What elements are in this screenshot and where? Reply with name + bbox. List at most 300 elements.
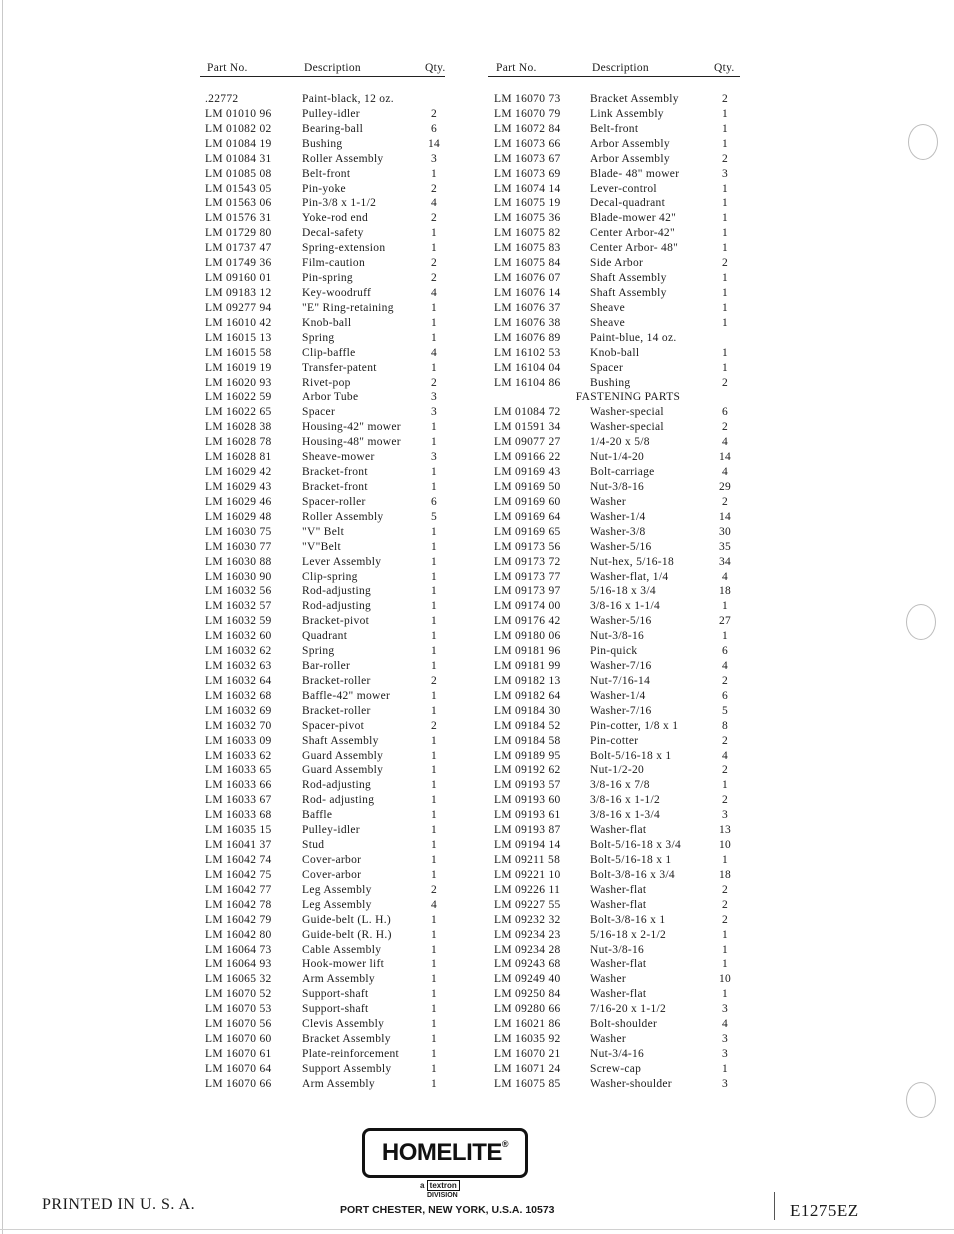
description-cell: Stud — [302, 839, 325, 852]
quantity-cell: 2 — [721, 495, 729, 508]
table-row — [200, 913, 445, 928]
part-number-cell: LM 16073 69 — [494, 167, 561, 180]
table-row — [200, 987, 445, 1002]
part-number-cell: LM 01082 02 — [205, 122, 272, 135]
description-cell: Decal-quadrant — [590, 197, 666, 210]
part-number-cell: LM 16021 86 — [494, 1018, 561, 1031]
description-cell: Side Arbor — [590, 257, 644, 270]
quantity-cell: 1 — [430, 555, 438, 568]
part-number-cell: LM 09184 30 — [494, 704, 561, 717]
description-cell: Washer-special — [590, 421, 664, 434]
part-number-cell: LM 16020 93 — [205, 376, 272, 389]
quantity-cell: 4 — [430, 898, 438, 911]
quantity-cell: 1 — [721, 122, 729, 135]
description-cell: Link Assembly — [590, 107, 664, 120]
part-number-cell: LM 16019 19 — [205, 361, 272, 374]
table-row — [200, 1062, 445, 1077]
quantity-cell: 14 — [427, 137, 441, 150]
quantity-cell: 2 — [430, 212, 438, 225]
description-cell: Bracket-roller — [302, 674, 371, 687]
description-cell: Leg Assembly — [302, 883, 372, 896]
table-row — [200, 346, 445, 361]
part-number-cell: LM 09192 62 — [494, 764, 561, 777]
part-number-cell: LM 16030 90 — [205, 570, 272, 583]
quantity-cell: 2 — [430, 674, 438, 687]
document-code: E1275EZ — [790, 1201, 859, 1220]
description-cell: Pin-yoke — [302, 182, 346, 195]
description-cell: Guide-belt (R. H.) — [302, 928, 392, 941]
part-number-cell: LM 09221 10 — [494, 868, 561, 881]
description-cell: 5/16-18 x 2-1/2 — [590, 928, 667, 941]
description-cell: Washer-3/8 — [590, 525, 646, 538]
description-cell: Quadrant — [302, 630, 348, 643]
part-number-cell: LM 16022 65 — [205, 406, 272, 419]
part-number-cell: LM 16065 32 — [205, 973, 272, 986]
description-cell: Guard Assembly — [302, 764, 384, 777]
description-cell: Baffle — [302, 809, 333, 822]
table-row — [488, 599, 740, 614]
description-cell: Washer-1/4 — [590, 510, 646, 523]
quantity-cell: 2 — [721, 257, 729, 270]
table-row — [488, 196, 740, 211]
quantity-cell: 3 — [721, 1003, 729, 1016]
division-label: DIVISION — [427, 1192, 458, 1199]
description-cell: Lever Assembly — [302, 555, 382, 568]
table-row — [200, 361, 445, 376]
part-number-cell: LM 01737 47 — [205, 242, 272, 255]
description-cell: Leg Assembly — [302, 898, 372, 911]
part-number-cell: LM 16015 13 — [205, 331, 272, 344]
quantity-cell: 1 — [430, 645, 438, 658]
table-row — [488, 286, 740, 301]
table-row — [200, 1047, 445, 1062]
table-row — [488, 435, 740, 450]
description-cell: Washer-flat — [590, 958, 647, 971]
part-number-cell: LM 09250 84 — [494, 988, 561, 1001]
table-row — [200, 510, 445, 525]
description-cell: Plate-reinforcement — [302, 1048, 400, 1060]
table-row — [200, 390, 445, 405]
table-row — [488, 570, 740, 585]
part-number-cell: LM 16022 59 — [205, 391, 272, 404]
quantity-cell: 1 — [721, 212, 729, 225]
table-body — [200, 77, 445, 1092]
quantity-cell: 6 — [721, 406, 729, 419]
logo-brand: HOMELITE — [381, 1139, 502, 1166]
table-row — [488, 271, 740, 286]
quantity-cell: 1 — [430, 1048, 438, 1060]
quantity-cell: 2 — [721, 421, 729, 434]
part-number-cell: LM 01085 08 — [205, 167, 272, 180]
quantity-cell: 3 — [430, 391, 438, 404]
quantity-cell: 2 — [721, 764, 729, 777]
part-number-cell: LM 16029 42 — [205, 466, 272, 479]
table-row — [488, 480, 740, 495]
table-row — [488, 674, 740, 689]
table-row — [488, 495, 740, 510]
table-row — [200, 376, 445, 391]
table-row — [200, 152, 445, 167]
table-row — [488, 92, 740, 107]
section-title: FASTENING PARTS — [575, 391, 681, 404]
description-cell: Bolt-shoulder — [590, 1018, 658, 1031]
part-number-cell: LM 09166 22 — [494, 451, 561, 464]
table-row — [200, 659, 445, 674]
table-row — [200, 555, 445, 570]
textron-mark: a textron — [420, 1181, 460, 1190]
part-number-cell: LM 16033 66 — [205, 779, 272, 792]
table-row — [488, 256, 740, 271]
table-row — [200, 599, 445, 614]
table-row — [488, 450, 740, 465]
description-cell: Sheave-mower — [302, 451, 375, 464]
description-cell: Arm Assembly — [302, 1077, 375, 1090]
description-cell: Belt-front — [590, 122, 639, 135]
table-row — [488, 793, 740, 808]
quantity-cell: 1 — [430, 958, 438, 971]
part-number-cell: LM 09280 66 — [494, 1003, 561, 1016]
quantity-cell: 1 — [430, 734, 438, 747]
quantity-cell: 1 — [721, 854, 729, 867]
table-row — [488, 555, 740, 570]
description-cell: Blade- 48" mower — [590, 167, 680, 180]
table-row — [488, 823, 740, 838]
description-cell: Shaft Assembly — [590, 286, 667, 299]
description-cell: 1/4-20 x 5/8 — [590, 436, 650, 449]
table-row — [200, 525, 445, 540]
table-row — [488, 868, 740, 883]
punch-hole-icon — [906, 604, 936, 640]
description-cell: Pulley-idler — [302, 107, 360, 120]
part-number-cell: LM 16072 84 — [494, 122, 561, 135]
description-cell: Washer-flat — [590, 883, 647, 896]
part-number-cell: LM 16070 79 — [494, 107, 561, 120]
table-row — [200, 883, 445, 898]
description-cell: Bolt-5/16-18 x 1 — [590, 854, 672, 867]
table-row — [488, 465, 740, 480]
quantity-cell: 14 — [718, 510, 732, 523]
part-number-cell: LM 16029 48 — [205, 510, 272, 523]
table-row — [200, 972, 445, 987]
quantity-cell: 5 — [430, 510, 438, 523]
part-number-cell: LM 16064 93 — [205, 958, 272, 971]
description-cell: Nut-3/8-16 — [590, 630, 645, 643]
part-number-cell: LM 16075 82 — [494, 227, 561, 240]
description-cell: Shaft Assembly — [590, 272, 667, 285]
description-cell: "V"Belt — [302, 540, 341, 553]
quantity-cell: 1 — [430, 1018, 438, 1031]
table-row — [488, 898, 740, 913]
table-row — [200, 331, 445, 346]
quantity-cell: 1 — [430, 988, 438, 1001]
part-number-cell: LM 16028 38 — [205, 421, 272, 434]
table-row — [488, 883, 740, 898]
table-row — [488, 420, 740, 435]
description-cell: Spring-extension — [302, 242, 386, 255]
description-cell: Bracket-front — [302, 466, 368, 479]
quantity-cell: 1 — [430, 689, 438, 702]
quantity-cell: 1 — [721, 107, 729, 120]
description-cell: Pin-cotter — [590, 734, 639, 747]
quantity-cell: 1 — [430, 779, 438, 792]
description-cell: Paint-black, 12 oz. — [302, 93, 394, 105]
logo-registered: ® — [501, 1139, 509, 1149]
table-row — [488, 1017, 740, 1032]
description-cell: Bolt-3/8-16 x 1 — [590, 913, 666, 926]
part-number-cell: LM 09160 01 — [205, 272, 272, 285]
quantity-cell: 1 — [721, 600, 729, 613]
table-row — [200, 793, 445, 808]
part-number-cell: LM 01729 80 — [205, 227, 272, 240]
part-number-cell: LM 16070 61 — [205, 1048, 272, 1060]
quantity-cell: 1 — [721, 227, 729, 240]
quantity-cell: 1 — [430, 764, 438, 777]
part-number-cell: LM 09169 64 — [494, 510, 561, 523]
table-row — [488, 1077, 740, 1092]
table-row — [488, 704, 740, 719]
table-row — [200, 301, 445, 316]
table-row — [488, 778, 740, 793]
description-cell: Shaft Assembly — [302, 734, 379, 747]
part-number-cell: LM 16042 75 — [205, 868, 272, 881]
punch-hole-icon — [906, 1082, 936, 1118]
table-row — [200, 1032, 445, 1047]
description-cell: Arm Assembly — [302, 973, 375, 986]
table-row — [488, 331, 740, 346]
part-number-cell: LM 09184 52 — [494, 719, 561, 732]
quantity-cell: 2 — [721, 794, 729, 807]
part-number-cell: LM 16032 62 — [205, 645, 272, 658]
quantity-cell: 1 — [721, 182, 729, 195]
table-row — [200, 868, 445, 883]
description-cell: Hook-mower lift — [302, 958, 385, 971]
part-number-cell: LM 09249 40 — [494, 973, 561, 986]
part-number-cell: LM 16071 24 — [494, 1062, 561, 1075]
part-number-cell: LM 09194 14 — [494, 839, 561, 852]
table-row — [200, 614, 445, 629]
quantity-cell: 30 — [718, 525, 732, 538]
part-number-cell: LM 16070 60 — [205, 1033, 272, 1046]
quantity-cell: 1 — [430, 854, 438, 867]
quantity-cell: 1 — [430, 1003, 438, 1016]
table-row — [200, 778, 445, 793]
part-number-cell: LM 16032 63 — [205, 660, 272, 673]
quantity-cell: 1 — [430, 227, 438, 240]
description-cell: Washer-flat — [590, 824, 647, 837]
description-cell: Clip-baffle — [302, 346, 356, 359]
table-row — [200, 211, 445, 226]
part-number-cell: LM 09181 99 — [494, 660, 561, 673]
header-description: Description — [592, 62, 649, 74]
description-cell: Clip-spring — [302, 570, 358, 583]
table-row — [488, 107, 740, 122]
table-row — [200, 405, 445, 420]
parts-table-right — [488, 62, 740, 1092]
table-row — [200, 570, 445, 585]
description-cell: Washer-special — [590, 406, 664, 419]
table-row — [200, 928, 445, 943]
part-number-cell: LM 16076 89 — [494, 331, 561, 344]
part-number-cell: LM 16070 64 — [205, 1062, 272, 1075]
description-cell: 3/8-16 x 7/8 — [590, 779, 650, 792]
part-number-cell: LM 09169 65 — [494, 525, 561, 538]
table-row — [200, 137, 445, 152]
table-row — [488, 241, 740, 256]
quantity-cell: 1 — [430, 973, 438, 986]
table-row — [200, 107, 445, 122]
description-cell: Support-shaft — [302, 1003, 369, 1016]
part-number-cell: LM 09232 32 — [494, 913, 561, 926]
quantity-cell: 4 — [430, 346, 438, 359]
description-cell: Support-shaft — [302, 988, 369, 1001]
quantity-cell: 2 — [430, 182, 438, 195]
part-number-cell: LM 16029 46 — [205, 495, 272, 508]
quantity-cell: 6 — [721, 689, 729, 702]
table-row — [488, 301, 740, 316]
description-cell: Bracket-front — [302, 480, 368, 493]
table-row — [200, 122, 445, 137]
quantity-cell: 1 — [721, 272, 729, 285]
table-row — [200, 1017, 445, 1032]
quantity-cell: 2 — [721, 913, 729, 926]
quantity-cell: 4 — [430, 197, 438, 210]
quantity-cell: 34 — [718, 555, 732, 568]
description-cell: Knob-ball — [302, 316, 352, 329]
description-cell: Bolt-3/8-16 x 3/4 — [590, 868, 675, 881]
description-cell: 3/8-16 x 1-1/4 — [590, 600, 660, 613]
header-description: Description — [304, 62, 361, 74]
quantity-cell: 14 — [718, 451, 732, 464]
quantity-cell: 2 — [721, 376, 729, 389]
quantity-cell: 3 — [721, 809, 729, 822]
part-number-cell: LM 01563 06 — [205, 197, 272, 210]
quantity-cell: 3 — [430, 406, 438, 419]
part-number-cell: LM 09169 50 — [494, 480, 561, 493]
quantity-cell: 1 — [721, 630, 729, 643]
part-number-cell: LM 16064 73 — [205, 943, 272, 956]
quantity-cell: 18 — [718, 585, 732, 598]
table-row — [200, 540, 445, 555]
part-number-cell: LM 16028 81 — [205, 451, 272, 464]
part-number-cell: LM 16032 59 — [205, 615, 272, 628]
quantity-cell: 4 — [721, 466, 729, 479]
quantity-cell: 1 — [430, 1077, 438, 1090]
description-cell: Bushing — [590, 376, 631, 389]
quantity-cell: 1 — [430, 1033, 438, 1046]
part-number-cell: LM 09184 58 — [494, 734, 561, 747]
quantity-cell: 1 — [430, 301, 438, 314]
part-number-cell: LM 16032 70 — [205, 719, 272, 732]
part-number-cell: LM 09173 97 — [494, 585, 561, 598]
description-cell: Arbor Assembly — [590, 152, 670, 165]
table-row — [488, 510, 740, 525]
part-number-cell: LM 09234 28 — [494, 943, 561, 956]
part-number-cell: LM 16029 43 — [205, 480, 272, 493]
part-number-cell: LM 01591 34 — [494, 421, 561, 434]
table-row — [488, 122, 740, 137]
description-cell: Pulley-idler — [302, 824, 360, 837]
quantity-cell: 4 — [721, 1018, 729, 1031]
description-cell: Washer — [590, 1033, 626, 1046]
part-number-cell: LM 16075 36 — [494, 212, 561, 225]
quantity-cell: 4 — [721, 436, 729, 449]
quantity-cell: 1 — [721, 197, 729, 210]
table-row — [200, 957, 445, 972]
part-number-cell: LM 09176 42 — [494, 615, 561, 628]
table-row — [200, 734, 445, 749]
table-row — [488, 584, 740, 599]
part-number-cell: LM 16070 56 — [205, 1018, 272, 1031]
part-number-cell: LM 16076 38 — [494, 316, 561, 329]
table-row — [488, 763, 740, 778]
table-row — [200, 435, 445, 450]
table-row — [200, 838, 445, 853]
punch-hole-icon — [908, 124, 938, 160]
table-row — [488, 943, 740, 958]
part-number-cell: LM 01576 31 — [205, 212, 272, 225]
description-cell: Sheave — [590, 301, 626, 314]
description-cell: 5/16-18 x 3/4 — [590, 585, 656, 598]
quantity-cell: 1 — [721, 988, 729, 1001]
part-number-cell: LM 16076 07 — [494, 272, 561, 285]
part-number-cell: LM 09169 60 — [494, 495, 561, 508]
quantity-cell: 1 — [430, 480, 438, 493]
description-cell: Guard Assembly — [302, 749, 384, 762]
quantity-cell: 1 — [430, 943, 438, 956]
table-row — [200, 495, 445, 510]
description-cell: Arbor Tube — [302, 391, 359, 404]
quantity-cell: 1 — [430, 824, 438, 837]
description-cell: Rod-adjusting — [302, 600, 372, 613]
part-number-cell: LM 16030 77 — [205, 540, 272, 553]
table-row — [200, 286, 445, 301]
description-cell: Knob-ball — [590, 346, 640, 359]
description-cell: Washer-7/16 — [590, 660, 652, 673]
description-cell: Pin-quick — [590, 645, 638, 658]
part-number-cell: LM 01010 96 — [205, 107, 272, 120]
description-cell: 3/8-16 x 1-1/2 — [590, 794, 660, 807]
table-row — [200, 853, 445, 868]
description-cell: Washer-5/16 — [590, 540, 652, 553]
part-number-cell: LM 01084 19 — [205, 137, 272, 150]
table-row — [488, 913, 740, 928]
quantity-cell: 3 — [430, 451, 438, 464]
table-row — [200, 226, 445, 241]
part-number-cell: LM 09226 11 — [494, 883, 561, 896]
quantity-cell: 1 — [721, 242, 729, 255]
table-row — [488, 316, 740, 331]
part-number-cell: LM 09193 87 — [494, 824, 561, 837]
divider-mark — [774, 1192, 775, 1220]
quantity-cell: 1 — [430, 316, 438, 329]
table-row — [488, 808, 740, 823]
quantity-cell: 1 — [721, 316, 729, 329]
quantity-cell: 1 — [430, 331, 438, 344]
table-row — [200, 749, 445, 764]
table-row — [200, 943, 445, 958]
table-row — [200, 92, 445, 107]
description-cell: Bushing — [302, 137, 343, 150]
description-cell: Washer — [590, 495, 626, 508]
quantity-cell: 1 — [430, 794, 438, 807]
part-number-cell: LM 16042 78 — [205, 898, 272, 911]
part-number-cell: LM 16032 68 — [205, 689, 272, 702]
quantity-cell: 1 — [430, 839, 438, 852]
table-row — [200, 420, 445, 435]
parts-table-left — [200, 62, 445, 1092]
description-cell: Support Assembly — [302, 1062, 392, 1075]
description-cell: Bearing-ball — [302, 122, 364, 135]
